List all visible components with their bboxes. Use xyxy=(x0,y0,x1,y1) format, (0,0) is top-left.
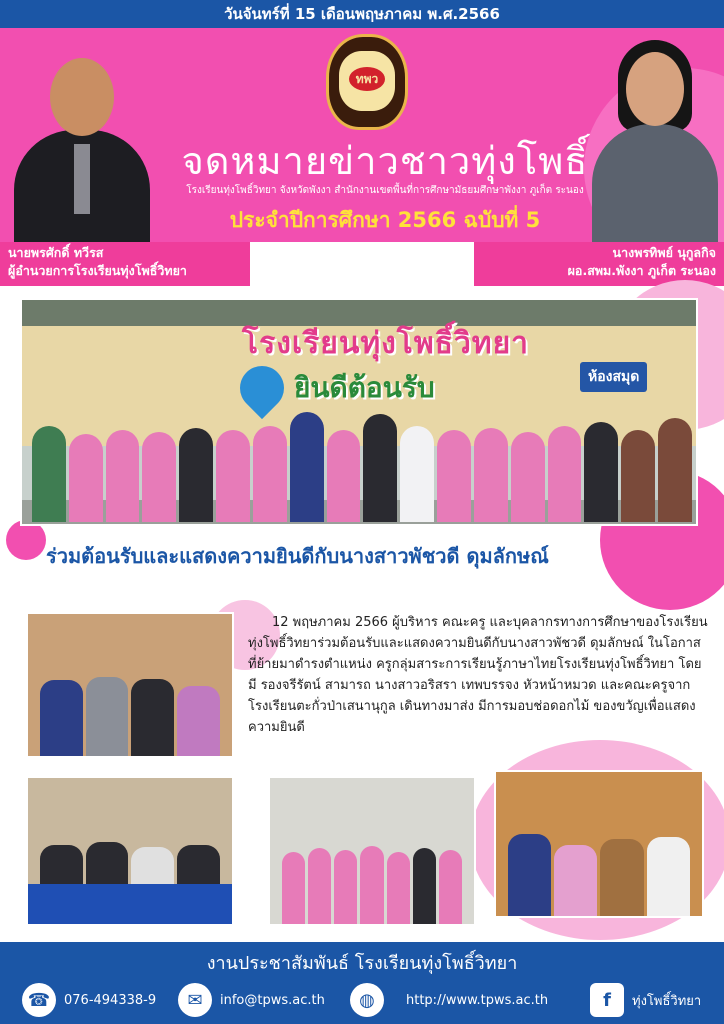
farewell-photo xyxy=(494,770,704,918)
facebook-name: ทุ่งโพธิ์วิทยา xyxy=(632,993,702,1009)
email-contact[interactable] xyxy=(178,982,325,1018)
headline: ร่วมต้อนรับและแสดงความยินดีกับนางสาวพัชวดี ดุมลักษณ์ xyxy=(46,544,549,568)
phone-contact[interactable] xyxy=(22,982,156,1018)
group-of-people xyxy=(32,400,692,522)
meeting-photo xyxy=(26,776,234,926)
director-nameplate xyxy=(0,242,250,286)
facebook-icon: f xyxy=(590,983,624,1017)
website-link[interactable] xyxy=(350,982,548,1018)
school-logo xyxy=(326,34,408,130)
website-url: http://www.tpws.ac.th xyxy=(406,992,549,1008)
gift-presentation-photo xyxy=(26,612,234,758)
official-name: นางพรทิพย์ นุกูลกิจ xyxy=(612,245,716,260)
library-sign: ห้องสมุด xyxy=(580,362,647,392)
phone-number: 076-494338-9 xyxy=(64,992,157,1008)
main-group-photo xyxy=(20,298,698,526)
logo-mark: ทพว xyxy=(349,67,385,91)
footer xyxy=(0,942,724,1024)
email-icon: ✉ xyxy=(178,983,212,1017)
official-position: ผอ.สพม.พังงา ภูเก็ต ระนอง xyxy=(567,263,716,278)
article-body: 12 พฤษภาคม 2566 ผู้บริหาร คณะครู และบุคลากรทางการศึกษาของโรงเรียนทุ่งโพธิ์วิทยาร่วมต้อนรับและแสดงความยินดีกับนางสาวพัชวดี ดุมลักษณ์ ในโอกาสที่ย้ายมาดำรงตำแหน่ง ครูกลุ่มสาระการเรียนรู้ภาษาไทยโรงเรียนทุ่งโพธิ์วิทยา โดยมี รองจรีรัตน์ สามารถ นางสาวอริสรา เทพบรรจง หัวหน้าหมวด และคณะครูจากโรงเรียนตะกั่วป่าเสนานุกูล เดินทางมาส่ง มีการมอบช่อดอกไม้ ของขวัญเพื่อแสดงความยินดี xyxy=(248,615,708,735)
teachers-group-photo xyxy=(268,776,476,926)
school-sign: โรงเรียนทุ่งโพธิ์วิทยา xyxy=(242,326,529,361)
facebook-link[interactable] xyxy=(590,982,701,1018)
director-position: ผู้อำนวยการโรงเรียนทุ่งโพธิ์วิทยา xyxy=(8,263,187,278)
masthead xyxy=(0,28,724,242)
newsletter-title: จดหมายข่าวชาวทุ่งโพธิ์ xyxy=(181,139,589,183)
decor-circle xyxy=(6,520,46,560)
issue-label: ประจำปีการศึกษา 2566 ฉบับที่ 5 xyxy=(229,208,541,232)
director-name: นายพรศักดิ์ ทวีรส xyxy=(8,245,104,260)
footer-org: งานประชาสัมพันธ์ โรงเรียนทุ่งโพธิ์วิทยา xyxy=(206,953,518,974)
email-address: info@tpws.ac.th xyxy=(220,992,325,1008)
director-photo xyxy=(12,50,152,242)
globe-icon: ◍ xyxy=(350,983,384,1017)
date-bar: วันจันทร์ที่ 15 เดือนพฤษภาคม พ.ศ.2566 xyxy=(0,0,724,28)
welcome-sign: ยินดีต้อนรับ xyxy=(294,371,435,404)
newsletter-subtitle: โรงเรียนทุ่งโพธิ์วิทยา จังหวัดพังงา สำนักงานเขตพื้นที่การศึกษามัธยมศึกษาพังงา ภูเก็ต ระนอง xyxy=(186,185,584,196)
phone-icon: ☎ xyxy=(22,983,56,1017)
